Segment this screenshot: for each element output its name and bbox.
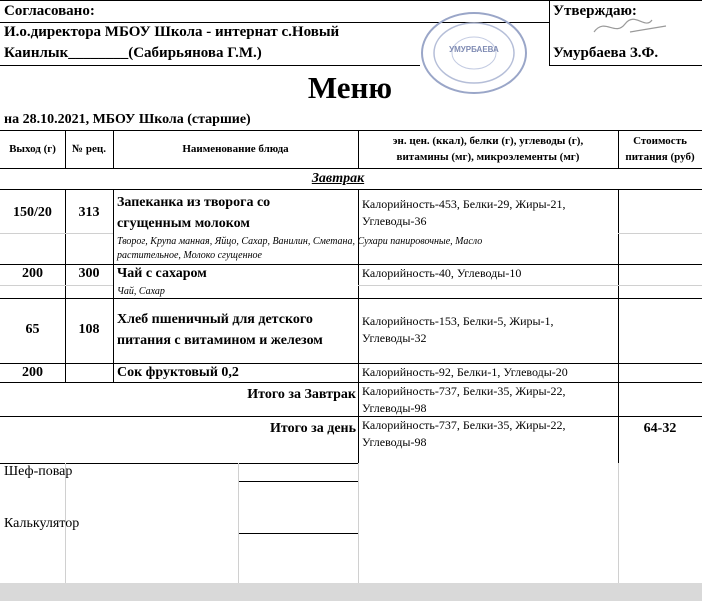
row-line [0, 298, 702, 299]
total-day-nutrition-line1: Калорийность-737, Белки-35, Жиры-22, [362, 418, 566, 432]
item-nutrition-line2: Углеводы-32 [362, 331, 427, 345]
sign-line [238, 533, 358, 534]
item-dish-line1: Запеканка из творога со [117, 195, 271, 210]
item-yield: 200 [22, 266, 43, 281]
sign-line [238, 481, 358, 482]
grid-line [0, 285, 113, 286]
chef-label: Шеф-повар [4, 464, 73, 479]
calculator-label: Калькулятор [4, 516, 80, 531]
item-dish-line2: сгущенным молоком [117, 216, 250, 231]
item-dish-line1: Сок фруктовый 0,2 [117, 365, 239, 380]
col-cost-line1: Стоимость [633, 135, 687, 147]
subtitle: на 28.10.2021, МБОУ Школа (старшие) [4, 112, 251, 127]
section-title: Завтрак [311, 171, 365, 186]
item-nutrition-line1: Калорийность-153, Белки-5, Жиры-1, [362, 314, 554, 328]
page-title: Меню [307, 70, 393, 105]
table-header-bottom [0, 168, 702, 169]
col-line [358, 189, 359, 463]
header-line-right [549, 65, 702, 66]
col-cost-line2: питания (руб) [625, 151, 695, 163]
top-border [0, 0, 702, 1]
grid-line [618, 463, 619, 583]
agreed-line1: И.о.директора МБОУ Школа - интернат с.Новый [4, 24, 340, 40]
total-day-label: Итого за день [270, 421, 356, 436]
item-recipe: 108 [78, 322, 100, 337]
col-nutrition-line2: витамины (мг), микроэлементы (мг) [396, 151, 580, 163]
item-dish-line1: Чай с сахаром [117, 266, 207, 281]
item-dish-line1: Хлеб пшеничный для детского [117, 312, 313, 327]
row-line [0, 416, 702, 417]
signature-icon [590, 12, 670, 40]
item-ingredients-line2: растительное, Молоко сгущенное [117, 250, 262, 261]
item-yield: 200 [22, 365, 43, 380]
item-nutrition-line1: Калорийность-92, Белки-1, Углеводы-20 [362, 365, 568, 379]
stamp-text: УМУРБАЕВА [449, 45, 499, 54]
horizontal-scrollbar[interactable] [0, 583, 702, 601]
grid-line [0, 233, 113, 234]
item-nutrition-line2: Углеводы-36 [362, 214, 427, 228]
item-nutrition-line1: Калорийность-453, Белки-29, Жиры-21, [362, 197, 566, 211]
item-nutrition-line1: Калорийность-40, Углеводы-10 [362, 266, 522, 280]
item-recipe: 300 [78, 266, 100, 281]
col-dish: Наименование блюда [182, 143, 289, 155]
item-yield: 65 [25, 322, 40, 337]
row-line [0, 382, 702, 383]
grid-line [358, 463, 359, 583]
col-line [113, 189, 114, 382]
item-ingredients-line1: Чай, Сахар [117, 286, 165, 297]
total-day-nutrition-line2: Углеводы-98 [362, 435, 427, 449]
approve-name: Умурбаева З.Ф. [553, 45, 659, 61]
agreed-label: Согласовано: [4, 3, 95, 19]
item-dish-line2: питания с витамином и железом [117, 333, 323, 348]
agreed-line2: Каинлык________(Сабирьянова Г.М.) [4, 45, 262, 61]
col-nutrition-line1: эн. цен. (ккал), белки (г), углеводы (г), [392, 135, 584, 147]
grid-line [358, 285, 702, 286]
approve-label: Утверждаю: [553, 3, 637, 19]
total-breakfast-label: Итого за Завтрак [247, 387, 356, 402]
grid-line [618, 233, 702, 234]
header-line-bottom [0, 65, 420, 66]
col-yield: Выход (г) [9, 143, 56, 155]
row-line [0, 363, 702, 364]
total-breakfast-nutrition-line1: Калорийность-737, Белки-35, Жиры-22, [362, 384, 566, 398]
total-day-cost: 64-32 [643, 421, 677, 436]
grid-line [238, 463, 239, 583]
item-recipe: 313 [78, 205, 100, 220]
item-ingredients-line1: Творог, Крупа манная, Яйцо, Сахар, Ванилин, Сметана, Сухари панировочные, Масло [117, 236, 483, 247]
table-top [0, 130, 702, 131]
total-breakfast-nutrition-line2: Углеводы-98 [362, 401, 427, 415]
row-line [0, 264, 702, 265]
item-yield: 150/20 [13, 205, 52, 220]
header-divider [549, 0, 550, 65]
row-line [0, 189, 702, 190]
col-recipe: № рец. [72, 143, 106, 155]
